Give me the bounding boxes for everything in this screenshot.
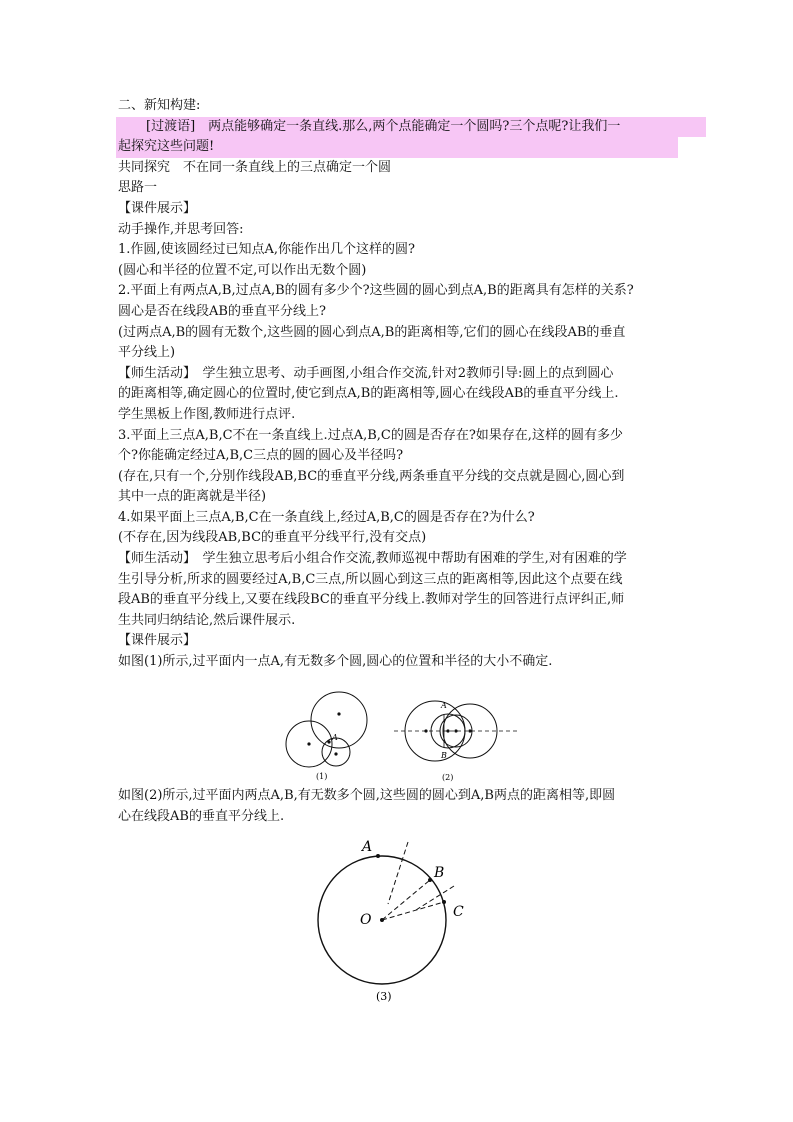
fig3-radius-oc [382, 902, 444, 920]
fig1-circle-small [322, 738, 350, 766]
courseware-heading: 【课件展示】 [118, 200, 197, 216]
transition-text-line-1: [过渡语] 两点能够确定一条直线.那么,两个点能确定一个圆吗?三个点呢?让我们一 [116, 117, 706, 138]
fig3-point-o [380, 918, 384, 922]
answer-2-line-2: 平分线上) [118, 345, 176, 361]
activity-1-line-1: 【师生活动】 学生独立思考、动手画图,小组合作交流,针对2教师引导:圆上的点到圆心 [118, 365, 614, 381]
activity-1-line-3: 学生黑板上作图,教师进行点评. [118, 406, 296, 422]
fig1-label-a: A [332, 733, 338, 742]
fig3-caption: (3) [376, 990, 392, 1003]
fig3-point-a [376, 854, 380, 858]
question-3-line-1: 3.平面上三点A,B,C不在一条直线上.过点A,B,C的圆是否存在?如果存在,这样的圆有多少 [118, 427, 623, 443]
question-2-line-1: 2.平面上有两点A,B,过点A,B的圆有多少个?这些圆的圆心到点A,B的距离具有怎样的关系? [118, 283, 634, 299]
activity-2-line-1: 【师生活动】 学生独立思考后小组合作交流,教师巡视中帮助有困难的学生,对有困难的学 [118, 551, 627, 567]
fig2-center-3 [454, 729, 457, 732]
fig2-center-1 [424, 729, 427, 732]
question-2-line-2: 圆心是否在线段AB的垂直平分线上? [118, 303, 326, 319]
activity-1-line-2: 的距离相等,确定圆心的位置时,使它到点A,B的距离相等,圆心在线段AB的垂直平分线上. [118, 386, 619, 402]
section-heading: 二、新知构建: [118, 98, 201, 113]
fig2-label-b: B [441, 751, 447, 760]
exploration-title: 共同探究 不在同一条直线上的三点确定一个圆 [118, 159, 392, 175]
fig2-label-a: A [441, 701, 447, 710]
activity-2-line-2: 生引导分析,所求的圆要经过A,B,C三点,所以圆心到这三点的距离相等,因此这个点要在线 [118, 571, 623, 587]
activity-2-line-4: 生共同归纳结论,然后课件展示. [118, 612, 296, 628]
fig2-center-2 [446, 729, 449, 732]
question-1: 1.作圆,使该圆经过已知点A,你能作出几个这样的圆? [118, 242, 416, 258]
answer-3-line-1: (存在,只有一个,分别作线段AB,BC的垂直平分线,两条垂直平分线的交点就是圆心,圆心到 [118, 468, 625, 484]
fig1-center-large [337, 712, 340, 715]
answer-2-line-1: (过两点A,B的圆有无数个,这些圆的圆心到点A,B的距离相等,它们的圆心在线段AB的垂直 [118, 324, 626, 340]
approach-label: 思路一 [118, 180, 158, 196]
fig1-caption: (1) [316, 772, 328, 781]
figure-3 [316, 834, 476, 1006]
figure-2 [392, 694, 520, 786]
fig1-point-a [327, 740, 330, 743]
fig1-center-left [307, 742, 310, 745]
figure-1 [282, 686, 378, 782]
paragraph-line: 动手操作,并思考回答: [118, 221, 244, 237]
fig3-label-a: A [362, 839, 373, 855]
fig1-circle-large [311, 692, 367, 748]
courseware-heading-2: 【课件展示】 [118, 633, 197, 649]
fig3-label-c: C [453, 904, 464, 920]
fig3-point-c [442, 900, 446, 904]
answer-1: (圆心和半径的位置不定,可以作出无数个圆) [118, 262, 367, 278]
fig3-bisector-bc [416, 886, 454, 910]
document-body [118, 96, 678, 673]
fig3-label-b: B [434, 865, 445, 881]
figure-2-description [118, 786, 678, 827]
question-3-line-2: 个?你能确定经过A,B,C三点的圆的圆心及半径吗? [118, 448, 404, 464]
figure-1-description: 如图(1)所示,过平面内一点A,有无数多个圆,圆心的位置和半径的大小不确定. [118, 654, 553, 670]
question-4: 4.如果平面上三点A,B,C在一条直线上,经过A,B,C的圆是否存在?为什么? [118, 509, 535, 525]
fig3-point-b [428, 878, 432, 882]
activity-2-line-3: 段AB的垂直平分线上,又要在线段BC的垂直平分线上.教师对学生的回答进行点评纠正,师 [118, 592, 625, 608]
figure-2-description-line-1: 如图(2)所示,过平面内两点A,B,有无数多个圆,这些圆的圆心到A,B两点的距离相等,即圆 [118, 788, 616, 803]
fig2-caption: (2) [442, 773, 454, 782]
transition-text-line-2: 起探究这些问题! [116, 137, 678, 158]
figure-2-description-line-2: 心在线段AB的垂直平分线上. [118, 808, 285, 824]
fig1-center-small [334, 752, 337, 755]
fig3-label-o: O [360, 912, 372, 928]
answer-4: (不存在,因为线段AB,BC的垂直平分线平行,没有交点) [118, 530, 427, 546]
fig3-bisector-ab [388, 842, 408, 904]
fig2-center-4 [468, 729, 471, 732]
answer-3-line-2: 其中一点的距离就是半径) [118, 489, 267, 505]
